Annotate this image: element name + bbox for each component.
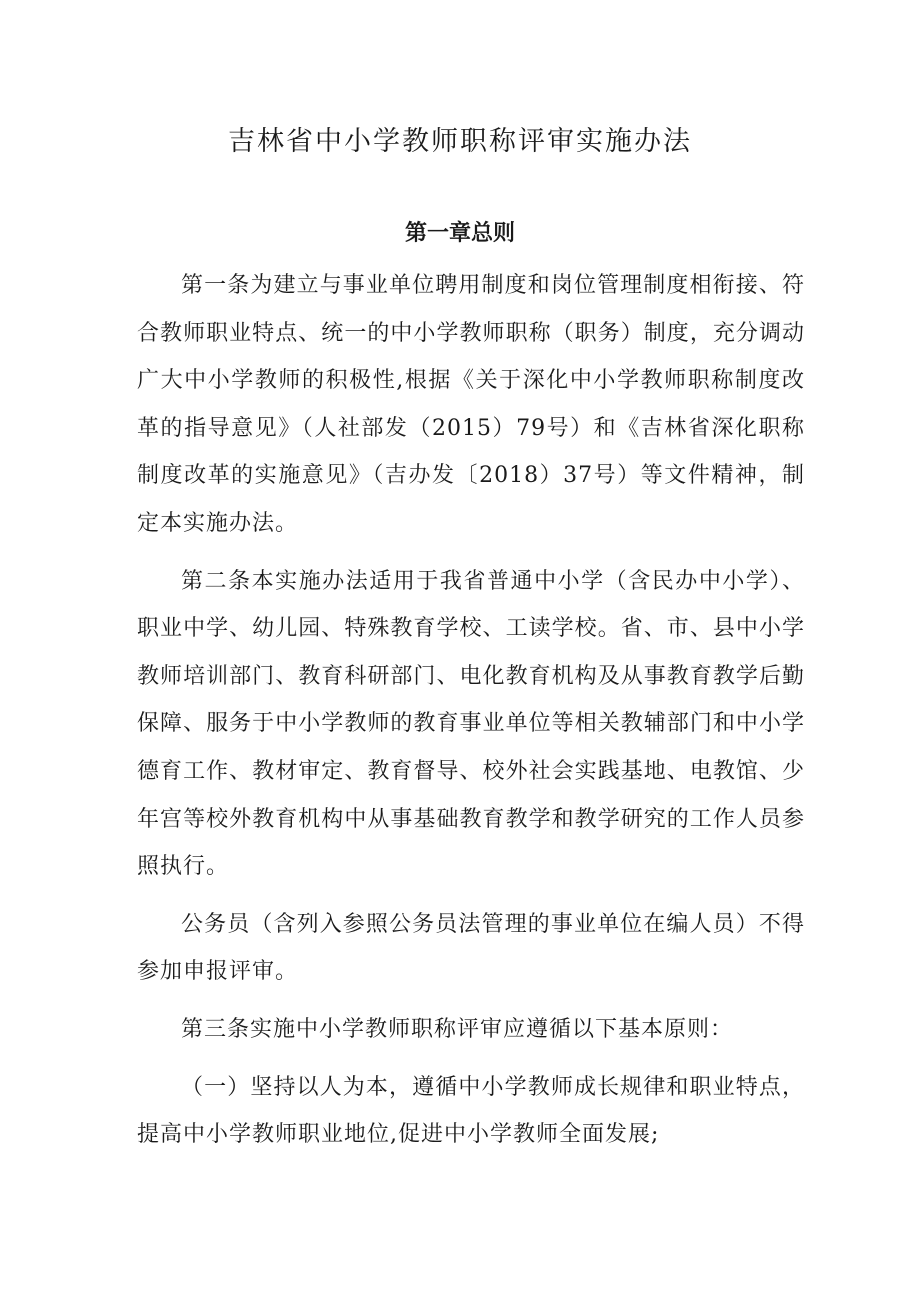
- paragraph-principle-1: （一）坚持以人为本，遵循中小学教师成长规律和职业特点，提高中小学教师职业地位,促进中小学教师全面发展;: [137, 1074, 805, 1148]
- document-body: [137, 262, 805, 1159]
- chapter-heading: 第一章总则: [404, 221, 515, 246]
- paragraph-article-1: 第一条为建立与事业单位聘用制度和岗位管理制度相衔接、符合教师职业特点、统一的中小学教师职称（职务）制度，充分调动广大中小学教师的积极性,根据《关于深化中小学教师职称制度改革的指导意见》（人社部发（2015）79号）和《吉林省深化职称制度改革的实施意见》（吉办发〔2018）37号）等文件精神，制定本实施办法。: [137, 273, 805, 536]
- paragraph-article-3: 第三条实施中小学教师职称评审应遵循以下基本原则：: [181, 1016, 734, 1042]
- document-title: 吉林省中小学教师职称评审实施办法: [228, 126, 692, 157]
- paragraph-civil-servants: 公务员（含列入参照公务员法管理的事业单位在编人员）不得参加申报评审。: [137, 911, 805, 985]
- paragraph-article-2: 第二条本实施办法适用于我省普通中小学（含民办中小学）、职业中学、幼儿园、特殊教育学校、工读学校。省、市、县中小学教师培训部门、教育科研部门、电化教育机构及从事教育教学后勤保障、服务于中小学教师的教育事业单位等相关教辅部门和中小学德育工作、教材审定、教育督导、校外社会实践基地、电教馆、少年宫等校外教育机构中从事基础教育教学和教学研究的工作人员参照执行。: [137, 568, 805, 880]
